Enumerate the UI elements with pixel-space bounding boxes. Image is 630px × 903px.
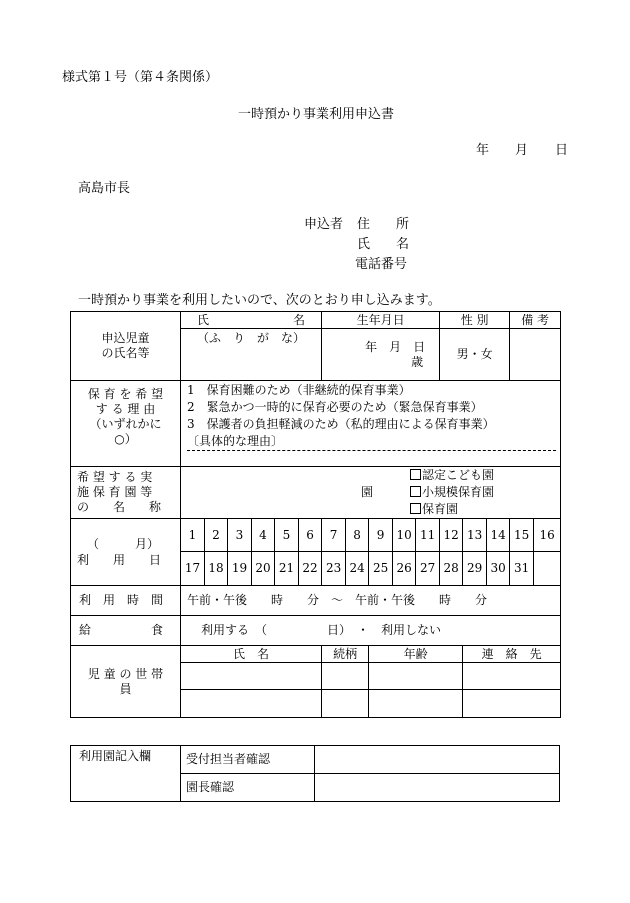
- applicant-phone-label: 電話番号: [355, 257, 408, 272]
- application-form-table: [70, 311, 561, 718]
- day-11[interactable]: 11: [416, 519, 440, 552]
- day-2[interactable]: 2: [205, 519, 228, 552]
- child-sex-header: 性 別: [440, 312, 510, 329]
- day-17[interactable]: 17: [181, 552, 205, 586]
- checkbox-icon[interactable]: [410, 469, 421, 480]
- day-24[interactable]: 24: [346, 552, 369, 586]
- day-27[interactable]: 27: [416, 552, 440, 586]
- day-21[interactable]: 21: [275, 552, 299, 586]
- checkbox-icon[interactable]: [410, 503, 421, 514]
- reason-label-line1: 保 育 を 希 望: [87, 387, 164, 401]
- office-director-label: 園長確認: [181, 774, 315, 802]
- facility-label-line3: の 名 称: [77, 500, 162, 514]
- date-year: 年: [476, 143, 490, 158]
- child-birth-header: 生年月日: [322, 312, 440, 329]
- day-15[interactable]: 15: [510, 519, 534, 552]
- household-label-line1: 児 童 の 世 帯: [87, 666, 164, 681]
- day-1[interactable]: 1: [181, 519, 205, 552]
- reason-option-1[interactable]: 1 保育困難のため（非継続的保育事業）: [187, 383, 411, 397]
- household-header-relation: 続柄: [322, 646, 369, 663]
- household-row1-name[interactable]: [181, 663, 322, 690]
- household-header-age: 年齢: [369, 646, 463, 663]
- day-19[interactable]: 19: [228, 552, 252, 586]
- office-reception-label: 受付担当者確認: [181, 746, 315, 774]
- applicant-address-label: 住 所: [357, 217, 410, 232]
- child-section-label-line2: の氏名等: [101, 346, 150, 360]
- date-month: 月: [515, 143, 529, 158]
- day-25[interactable]: 25: [369, 552, 393, 586]
- intro-text: 一時預かり事業を利用したいので、次のとおり申し込みます。: [78, 293, 441, 308]
- day-10[interactable]: 10: [393, 519, 416, 552]
- child-birth-input[interactable]: [322, 329, 440, 381]
- child-remarks-input[interactable]: [510, 329, 561, 381]
- day-23[interactable]: 23: [322, 552, 346, 586]
- facility-label-line1: 希 望 す る 実: [77, 470, 153, 484]
- date-day: 日: [555, 143, 569, 158]
- child-name-input[interactable]: [181, 329, 322, 381]
- child-section-label: [71, 312, 181, 381]
- reason-label-line2: す る 理 由: [95, 402, 156, 416]
- office-use-table: [70, 745, 560, 802]
- child-remarks-header: 備 考: [510, 312, 561, 329]
- reason-option-3[interactable]: 3 保護者の負担軽減のため（私的理由による保育事業）: [187, 417, 495, 431]
- day-7[interactable]: 7: [322, 519, 346, 552]
- day-31[interactable]: 31: [510, 552, 534, 586]
- child-birth-date: 年 月 日: [365, 339, 426, 354]
- usage-days-text: 利 用 日: [77, 553, 162, 567]
- day-28[interactable]: 28: [440, 552, 463, 586]
- day-22[interactable]: 22: [299, 552, 322, 586]
- usage-time-value[interactable]: 午前・午後 時 分 ～ 午前・午後 時 分: [181, 586, 561, 616]
- facility-label: [71, 467, 181, 519]
- meal-label: 給 食: [71, 616, 181, 646]
- child-section-label-line1: 申込児童: [101, 331, 150, 345]
- meal-value[interactable]: 利用する （ 日） ・ 利用しない: [181, 616, 561, 646]
- facility-cell[interactable]: [181, 467, 561, 519]
- addressee: 高島市長: [78, 181, 131, 196]
- applicant-label: 申込者: [304, 217, 344, 232]
- facility-type-2[interactable]: 小規模保育園: [410, 485, 494, 500]
- checkbox-icon[interactable]: [410, 486, 421, 497]
- day-9[interactable]: 9: [369, 519, 393, 552]
- day-29[interactable]: 29: [463, 552, 487, 586]
- household-header-contact: 連 絡 先: [463, 646, 561, 663]
- household-row1-relation[interactable]: [322, 663, 369, 690]
- day-20[interactable]: 20: [252, 552, 275, 586]
- usage-days-label: [71, 519, 181, 586]
- household-row1-age[interactable]: [369, 663, 463, 690]
- day-5[interactable]: 5: [275, 519, 299, 552]
- office-director-input[interactable]: [315, 774, 560, 802]
- reason-label-line4: ○）: [114, 432, 137, 446]
- usage-month-label: （ 月）: [87, 537, 160, 551]
- household-label: [71, 646, 181, 718]
- child-name-header: 氏 名: [181, 312, 322, 329]
- page-title: 一時預かり事業利用申込書: [238, 107, 395, 122]
- household-header-name: 氏 名: [181, 646, 322, 663]
- day-13[interactable]: 13: [463, 519, 487, 552]
- household-row1-contact[interactable]: [463, 663, 561, 690]
- facility-label-line2: 施 保 育 園 等: [77, 485, 153, 499]
- day-12[interactable]: 12: [440, 519, 463, 552]
- day-3[interactable]: 3: [228, 519, 252, 552]
- usage-time-label: 利 用 時 間: [71, 586, 181, 616]
- day-empty: [534, 552, 561, 586]
- reason-specific[interactable]: 〔具体的な理由〕: [187, 433, 556, 451]
- facility-suffix: 園: [361, 485, 374, 499]
- reason-label-line3: （いずれかに: [89, 417, 162, 431]
- day-26[interactable]: 26: [393, 552, 416, 586]
- reason-cell: [181, 381, 561, 467]
- office-label: 利用園記入欄: [71, 746, 181, 802]
- day-8[interactable]: 8: [346, 519, 369, 552]
- reason-label: [71, 381, 181, 467]
- household-row2-name[interactable]: [181, 690, 322, 718]
- household-row2-contact[interactable]: [463, 690, 561, 718]
- day-4[interactable]: 4: [252, 519, 275, 552]
- facility-type-1[interactable]: 認定こども園: [410, 468, 494, 483]
- household-row2-relation[interactable]: [322, 690, 369, 718]
- day-18[interactable]: 18: [205, 552, 228, 586]
- day-16[interactable]: 16: [534, 519, 561, 552]
- child-furigana-label: （ふ り が な）: [197, 331, 306, 345]
- household-row2-age[interactable]: [369, 690, 463, 718]
- applicant-name-label: 氏 名: [357, 237, 410, 252]
- form-number: 様式第１号（第４条関係）: [62, 70, 219, 85]
- household-label-line2: 員: [119, 681, 132, 696]
- office-reception-input[interactable]: [315, 746, 560, 774]
- day-30[interactable]: 30: [487, 552, 510, 586]
- child-sex-input[interactable]: 男・女: [440, 329, 510, 381]
- day-14[interactable]: 14: [487, 519, 510, 552]
- day-6[interactable]: 6: [299, 519, 322, 552]
- reason-option-2[interactable]: 2 緊急かつ一時的に保育必要のため（緊急保育事業）: [187, 400, 483, 414]
- child-age: 歳: [411, 354, 424, 369]
- facility-type-3[interactable]: 保育園: [410, 502, 458, 517]
